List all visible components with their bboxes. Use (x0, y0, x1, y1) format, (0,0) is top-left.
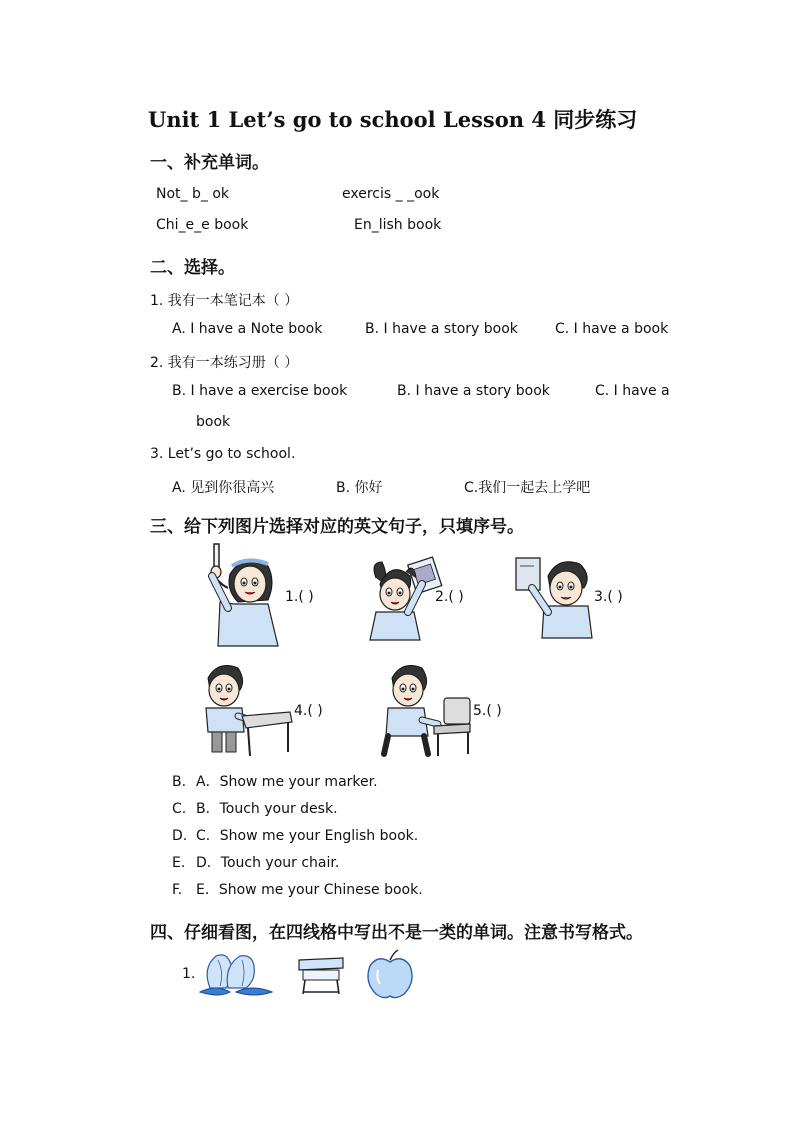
sentence-4-marker: E. (172, 855, 186, 871)
question-1-option-c: C. I have a book (555, 321, 669, 337)
question-3-option-b: B. 你好 (336, 480, 383, 496)
question-1-option-a: A. I have a Note book (172, 321, 323, 337)
picture-3-blank: 3.( ) (594, 589, 623, 605)
section-heading-4: 四、仔细看图，在四线格中写出不是一类的单词。注意书写格式。 (150, 923, 643, 943)
part4-item-label: 1. (182, 966, 196, 982)
picture-2-blank: 2.( ) (435, 589, 464, 605)
fill-word-4: En_lish book (354, 217, 442, 233)
fill-word-3: Chi_e_e book (156, 217, 249, 233)
question-2-option-c-wrap: book (196, 414, 231, 430)
question-3-option-a: A. 见到你很高兴 (172, 480, 275, 496)
peach-icon (196, 948, 276, 1000)
sentence-2-text: B．Touch your desk. (196, 801, 338, 817)
question-2-option-b: B. I have a story book (397, 383, 550, 399)
sentence-2-marker: C. (172, 801, 187, 817)
picture-4-blank: 4.( ) (294, 703, 323, 719)
section-heading-1: 一、补充单词。 (150, 153, 269, 173)
question-1-option-b: B. I have a story book (365, 321, 518, 337)
picture-1-blank: 1.( ) (285, 589, 314, 605)
fill-word-1: Not_ b_ ok (156, 186, 229, 202)
page-title: Unit 1 Let’s go to school Lesson 4 同步练习 (148, 107, 638, 132)
question-3-stem: 3. Let’s go to school. (150, 446, 296, 462)
sentence-4-text: D．Touch your chair. (196, 855, 340, 871)
picture-5-blank: 5.( ) (473, 703, 502, 719)
question-1-stem: 1. 我有一本笔记本（ ） (150, 293, 299, 309)
sentence-5-text: E．Show me your Chinese book. (196, 882, 423, 898)
boy-touching-desk-picture (198, 660, 294, 760)
sentence-3-text: C．Show me your English book. (196, 828, 419, 844)
sentence-1-marker: B. (172, 774, 187, 790)
girl-with-book-picture (362, 556, 444, 644)
fill-word-2: exercis _ _ook (342, 186, 440, 202)
boy-with-book-picture (514, 552, 596, 640)
question-2-option-a: B. I have a exercise book (172, 383, 348, 399)
boy-touching-chair-picture (380, 660, 476, 760)
girl-with-marker-picture (198, 542, 284, 650)
apple-icon (364, 948, 416, 1000)
section-heading-2: 二、选择。 (150, 258, 235, 278)
question-2-stem: 2. 我有一本练习册（ ） (150, 355, 299, 371)
desk-icon (295, 954, 347, 996)
sentence-5-marker: F. (172, 882, 183, 898)
section-heading-3: 三、给下列图片选择对应的英文句子，只填序号。 (150, 517, 524, 537)
sentence-1-text: A．Show me your marker. (196, 774, 378, 790)
sentence-3-marker: D. (172, 828, 188, 844)
question-3-option-c: C.我们一起去上学吧 (464, 480, 591, 496)
question-2-option-c: C. I have a (595, 383, 670, 399)
